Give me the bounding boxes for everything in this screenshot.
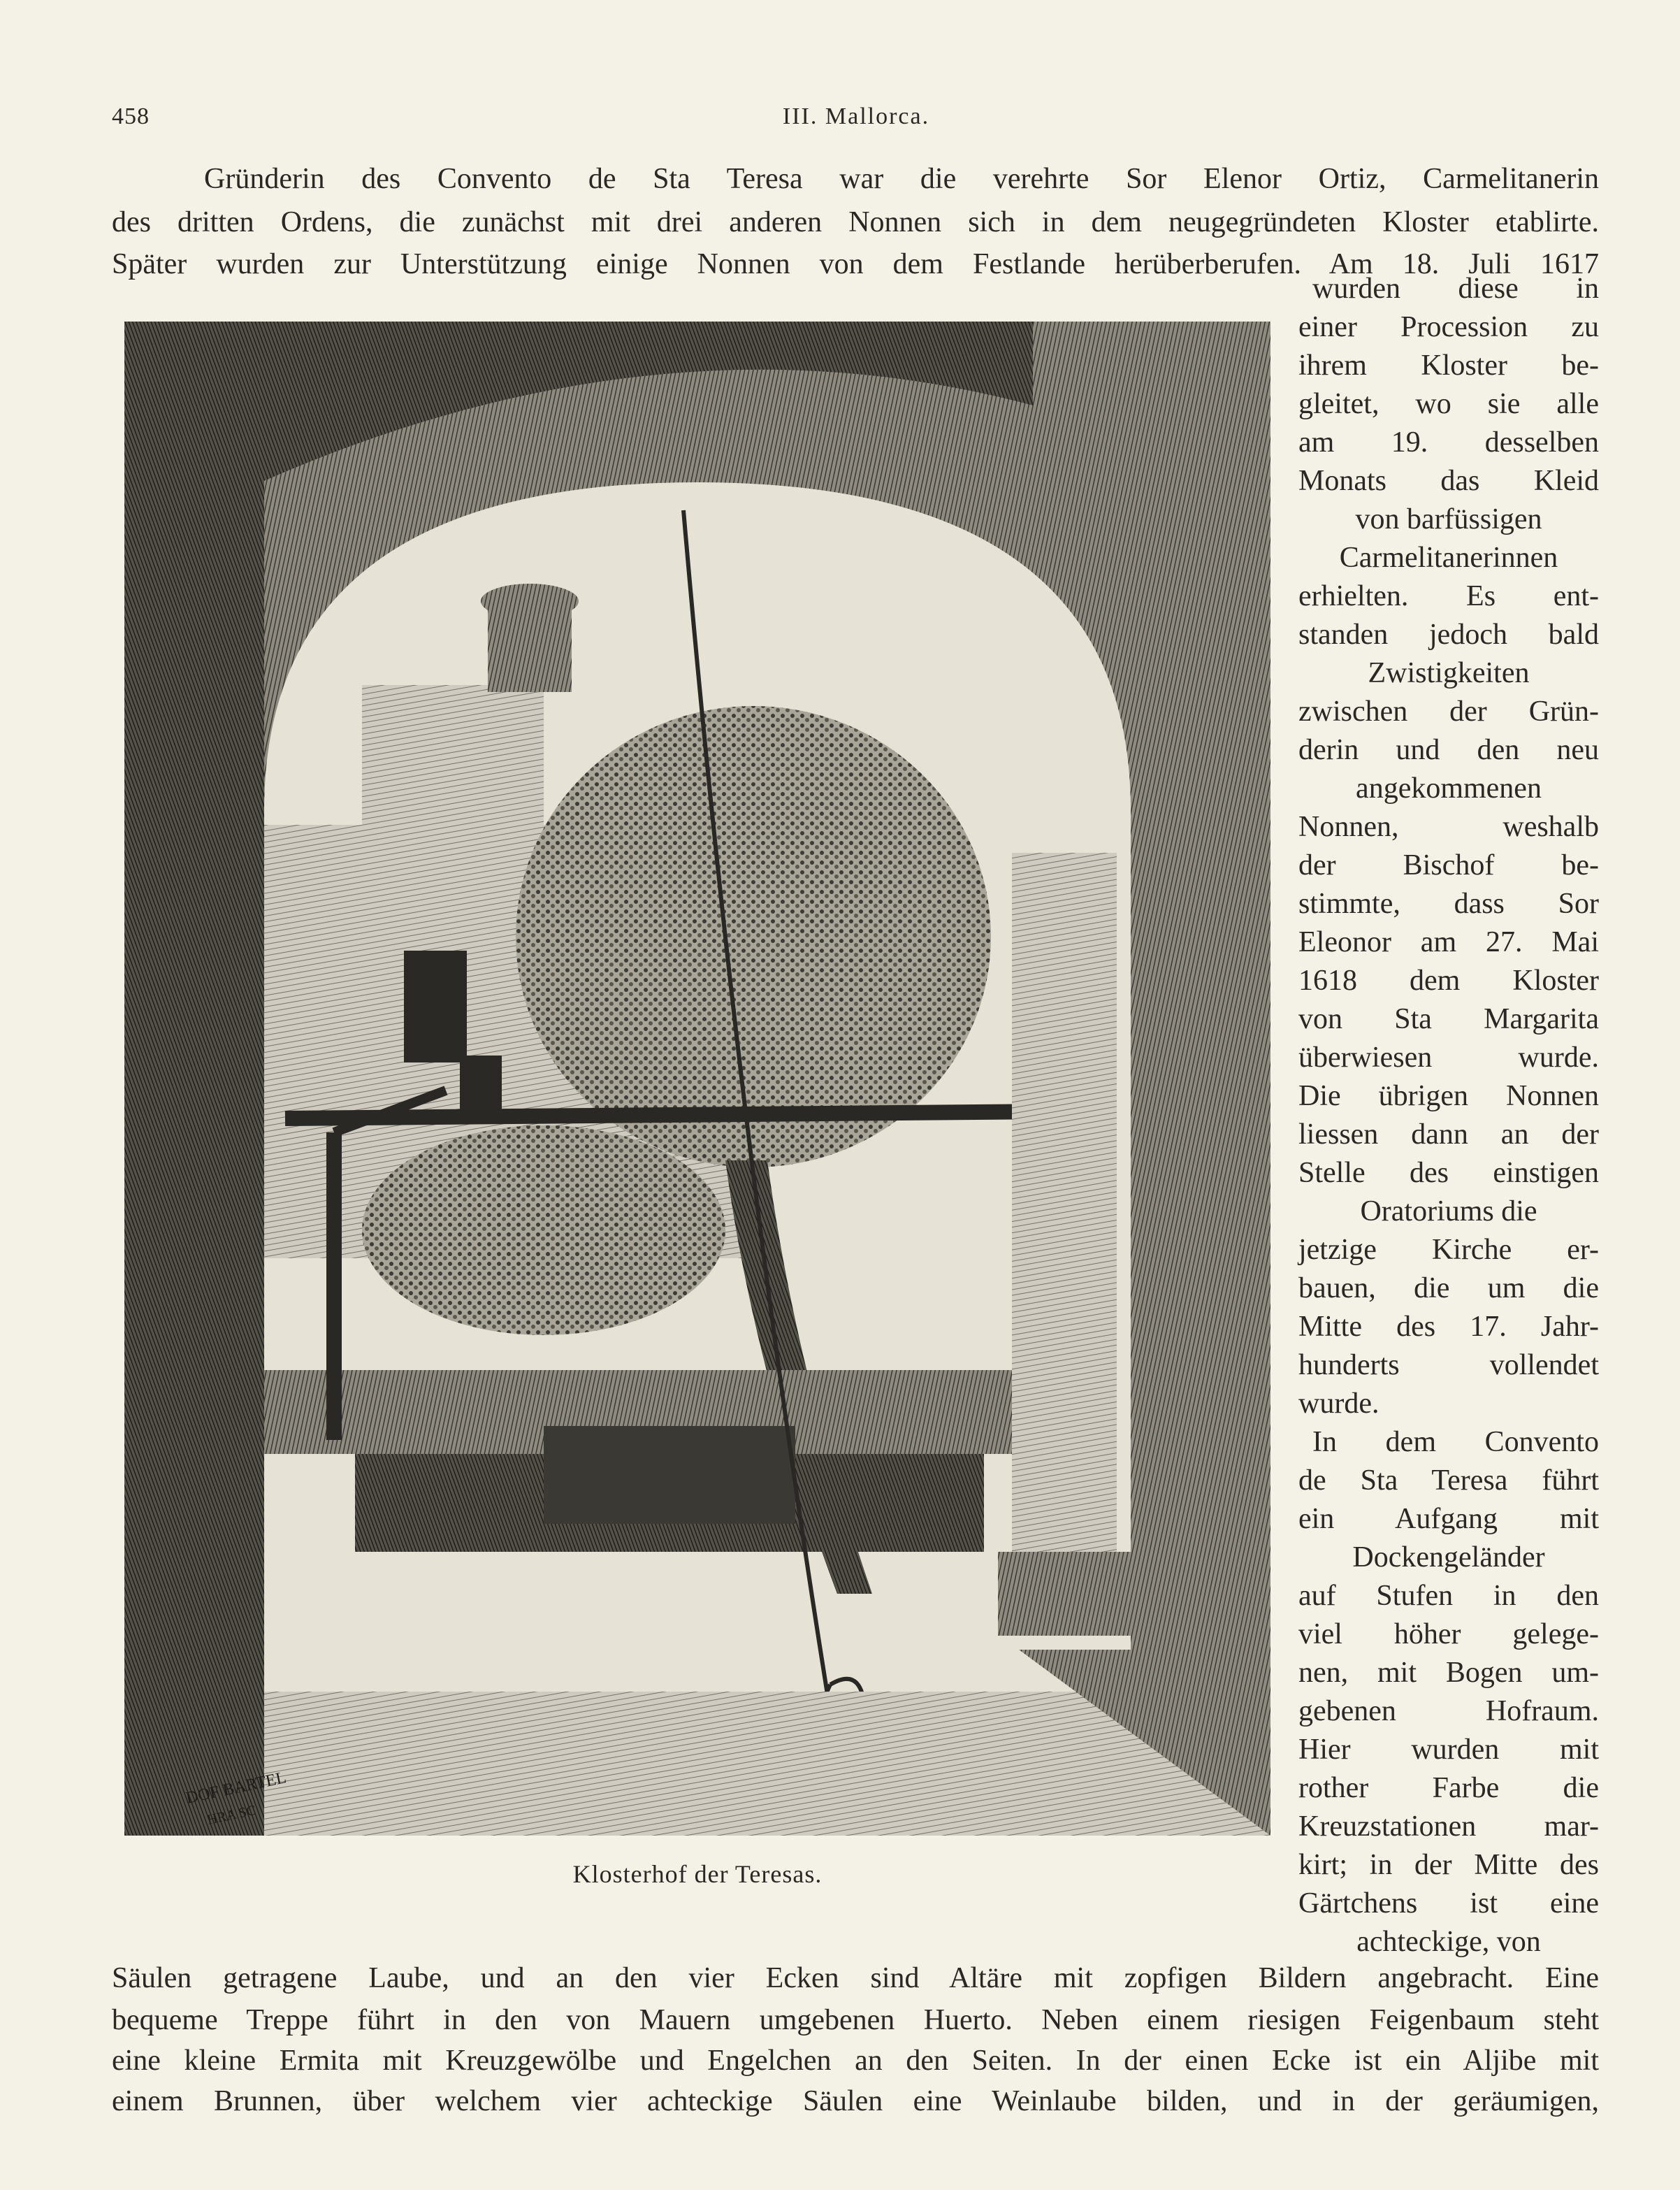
body-line: eine kleine Ermita mit Kreuzgewölbe und Engelchen an den Seiten. In der einen Ecke ist ein Aljibe mit bbox=[112, 2045, 1599, 2077]
side-line: rother Farbe die bbox=[1298, 1772, 1599, 1804]
body-line: einem Brunnen, über welchem vier achteckige Säulen eine Weinlaube bilden, und in der geräumigen, bbox=[112, 2085, 1599, 2117]
side-line: zwischen der Grün- bbox=[1298, 696, 1599, 728]
side-line: Kreuzstationen mar- bbox=[1298, 1810, 1599, 1843]
side-line: gebenen Hofraum. bbox=[1298, 1695, 1599, 1727]
side-column bbox=[1298, 270, 1599, 1961]
side-line: gleitet, wo sie alle bbox=[1298, 388, 1599, 420]
engraver-signature: DOF BARTEL bbox=[184, 1768, 288, 1808]
side-line: ihrem Kloster be- bbox=[1298, 350, 1599, 382]
page-number: 458 bbox=[112, 103, 150, 129]
side-line: Zwistigkeiten bbox=[1368, 657, 1530, 689]
engraving-illustration bbox=[124, 322, 1270, 1836]
side-line: von Sta Margarita bbox=[1298, 1003, 1599, 1035]
side-line: Die übrigen Nonnen bbox=[1298, 1080, 1599, 1112]
figure-caption: Klosterhof der Teresas. bbox=[572, 1860, 823, 1888]
side-line: ein Aufgang mit bbox=[1298, 1503, 1599, 1535]
side-line: Nonnen, weshalb bbox=[1298, 811, 1599, 843]
side-line: bauen, die um die bbox=[1298, 1272, 1599, 1304]
body-line: bequeme Treppe führt in den von Mauern umgebenen Huerto. Neben einem riesigen Feigenbaum steht bbox=[112, 2004, 1599, 2036]
side-line: stimmte, dass Sor bbox=[1298, 888, 1599, 920]
side-line: viel höher gelege- bbox=[1298, 1618, 1599, 1650]
side-line: Gärtchens ist eine bbox=[1298, 1887, 1599, 1919]
side-line: überwiesen wurde. bbox=[1298, 1042, 1599, 1074]
side-line: 1618 dem Kloster bbox=[1298, 965, 1599, 997]
side-line: Monats das Kleid bbox=[1298, 465, 1599, 497]
side-line: standen jedoch bald bbox=[1298, 619, 1599, 651]
intro-line: des dritten Ordens, die zunächst mit drei anderen Nonnen sich in dem neugegründeten Kloster etablirte. bbox=[112, 206, 1599, 238]
side-line: wurde. bbox=[1298, 1388, 1380, 1420]
side-line: Oratoriums die bbox=[1360, 1195, 1537, 1227]
intro-line: Gründerin des Convento de Sta Teresa war die verehrte Sor Elenor Ortiz, Carmelitanerin bbox=[204, 163, 1599, 195]
side-line: jetzige Kirche er- bbox=[1298, 1234, 1599, 1266]
side-line: wurden diese in bbox=[1312, 273, 1599, 305]
side-line: am 19. desselben bbox=[1298, 426, 1599, 459]
engraver-signature: HRA SC bbox=[205, 1802, 258, 1828]
side-line: In dem Convento bbox=[1312, 1426, 1599, 1458]
intro-line: Später wurden zur Unterstützung einige Nonnen von dem Festlande herüberberufen. Am 18. Juli 1617 bbox=[112, 248, 1599, 280]
side-line: de Sta Teresa führt bbox=[1298, 1464, 1599, 1497]
side-line: Dockengeländer bbox=[1352, 1541, 1545, 1573]
side-line: nen, mit Bogen um- bbox=[1298, 1657, 1599, 1689]
side-line: der Bischof be- bbox=[1298, 849, 1599, 881]
side-line: Stelle des einstigen bbox=[1298, 1157, 1599, 1189]
side-line: Mitte des 17. Jahr- bbox=[1298, 1311, 1599, 1343]
side-line: erhielten. Es ent- bbox=[1298, 580, 1599, 612]
side-line: von barfüssigen bbox=[1355, 503, 1542, 535]
side-line: hunderts vollendet bbox=[1298, 1349, 1599, 1381]
side-line: achteckige, von bbox=[1356, 1926, 1541, 1958]
body-line: Säulen getragene Laube, und an den vier Ecken sind Altäre mit zopfigen Bildern angebracht. Eine bbox=[112, 1962, 1599, 1994]
side-line: liessen dann an der bbox=[1298, 1118, 1599, 1151]
side-line: einer Procession zu bbox=[1298, 311, 1599, 343]
running-title: III. Mallorca. bbox=[782, 103, 930, 129]
side-line: Carmelitanerinnen bbox=[1339, 542, 1558, 574]
side-line: derin und den neu bbox=[1298, 734, 1599, 766]
side-line: Hier wurden mit bbox=[1298, 1734, 1599, 1766]
side-line: Eleonor am 27. Mai bbox=[1298, 926, 1599, 958]
side-line: auf Stufen in den bbox=[1298, 1580, 1599, 1612]
page-header bbox=[112, 103, 1600, 145]
side-line: kirt; in der Mitte des bbox=[1298, 1849, 1599, 1881]
side-line: angekommenen bbox=[1356, 772, 1542, 805]
